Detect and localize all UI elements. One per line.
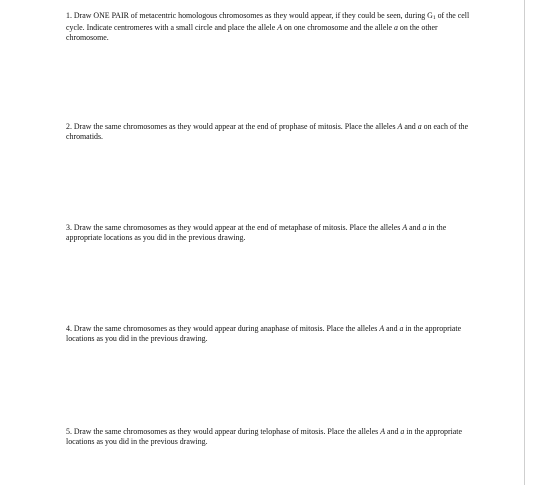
allele-A: A <box>402 223 408 232</box>
g1-subscript: 1 <box>432 15 436 21</box>
question-4: 4. Draw the same chromosomes as they would appear during anaphase of mitosis. Place the alleles A and a in the appropriate locations as you did in the previous drawing. <box>66 324 462 343</box>
allele-a: a <box>393 23 398 32</box>
allele-A: A <box>380 427 386 436</box>
question-1: 1. Draw ONE PAIR of metacentric homologous chromosomes as they would appear, if they could be seen, during G1 of the cell cycle. Indicate centromeres with a small circle and place the allele A on one chromosome and the allele a on the other chromosome. <box>66 11 470 42</box>
allele-a: a <box>400 427 405 436</box>
page-edge-divider <box>524 0 525 485</box>
allele-a: a <box>417 122 422 131</box>
question-3: 3. Draw the same chromosomes as they would appear at the end of metaphase of mitosis. Place the alleles A and a in the appropriate locations as you did in the previous drawing. <box>66 223 447 242</box>
allele-a: a <box>422 223 427 232</box>
question-5: 5. Draw the same chromosomes as they would appear during telophase of mitosis. Place the alleles A and a in the appropriate locations as you did in the previous drawing. <box>66 427 462 446</box>
question-2: 2. Draw the same chromosomes as they would appear at the end of prophase of mitosis. Place the alleles A and a on each of the chromatids. <box>66 122 469 141</box>
allele-a: a <box>399 324 404 333</box>
allele-A: A <box>397 122 403 131</box>
allele-A: A <box>379 324 385 333</box>
allele-A: A <box>277 23 283 32</box>
